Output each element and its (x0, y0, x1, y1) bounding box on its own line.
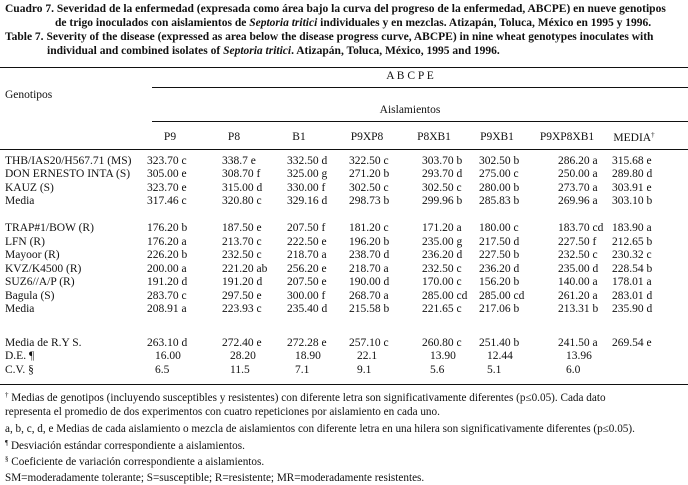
row-label: THB/IAS20/H567.71 (MS) (5, 155, 132, 167)
table-cell: 317.46 c (147, 195, 187, 207)
table-cell: 180.00 c (479, 222, 519, 234)
footnote-text: Medias de genotipos (incluyendo susceptibles y resistentes) con diferente letra son significativamente diferentes (p≤0.05). Cada dato (8, 392, 606, 404)
table-cell: 207.50 e (287, 276, 327, 288)
table-cell: 323.70 e (147, 182, 187, 194)
column-header-label: P8 (227, 131, 241, 143)
table-cell: 187.50 e (222, 222, 262, 234)
table-cell: 226.20 b (147, 249, 188, 261)
table-cell: 293.70 d (422, 168, 463, 180)
table-cell: 13.90 (430, 350, 456, 362)
caption-es-line2 (55, 17, 651, 29)
column-header-label: MEDIA (613, 132, 652, 144)
table-cell: 176.20 b (147, 222, 188, 234)
table-cell: 223.93 c (222, 303, 262, 315)
table-cell: 11.5 (230, 364, 250, 376)
table-cell: 183.70 cd (558, 222, 604, 234)
table-cell: 196.20 b (349, 236, 390, 248)
caption-es-line1 (5, 3, 666, 15)
table-cell: 250.00 a (558, 168, 598, 180)
top-rule (0, 67, 688, 68)
column-header (351, 131, 384, 143)
footnote (5, 455, 264, 468)
table-cell: 230.32 c (612, 249, 652, 261)
table-cell: 217.06 b (479, 303, 520, 315)
table-cell: 221.65 c (422, 303, 462, 315)
table-cell: 215.58 b (349, 303, 390, 315)
caption-en-text: Severity of the disease (expressed as area below the disease progress curve, ABCPE) in nine wheat genotypes inoculates with (46, 31, 654, 43)
table-cell: 218.70 a (349, 263, 389, 275)
table-cell: 256.20 e (287, 263, 327, 275)
footnote-mark: ¶ (5, 439, 9, 447)
table-cell: 207.50 f (287, 222, 326, 234)
table-cell: 7.1 (295, 364, 310, 376)
table-cell: 283.70 c (147, 290, 187, 302)
table-cell: 181.20 c (349, 222, 389, 234)
table-cell: 12.44 (487, 350, 513, 362)
species-name: Septoria tritici (223, 45, 292, 57)
table-cell: 227.50 f (558, 236, 597, 248)
subgroup-header: Aislamientos (379, 104, 441, 116)
table-cell: 222.50 e (287, 236, 327, 248)
bottom-rule (0, 384, 688, 385)
table-cell: 269.96 a (558, 195, 598, 207)
table-cell: 235.40 d (287, 303, 328, 315)
table-cell: 212.65 b (612, 236, 653, 248)
table-cell: 289.80 d (612, 168, 653, 180)
row-label: C.V. § (5, 364, 34, 376)
table-cell: 260.80 c (422, 337, 462, 349)
caption-en-text3: . Atizapán, Toluca, México, 1995 and 1996. (291, 45, 500, 57)
table-cell: 191.20 d (147, 276, 188, 288)
row-label: Media (5, 195, 35, 207)
footnote (5, 391, 606, 404)
row-label: Bagula (S) (5, 290, 55, 302)
column-header-label: P9XB1 (480, 131, 514, 143)
row-label: TRAP#1/BOW (R) (5, 222, 94, 234)
table-cell: 235.00 d (558, 263, 599, 275)
row-label: LFN (R) (5, 236, 45, 248)
subgroup-rule (152, 121, 688, 122)
table-cell: 16.00 (155, 350, 181, 362)
caption-es-label: Cuadro 7. (5, 3, 54, 15)
table-cell: 217.50 d (479, 236, 520, 248)
table-cell: 6.0 (566, 364, 581, 376)
column-header (540, 131, 594, 143)
table-cell: 275.00 c (479, 168, 519, 180)
footnote-mark: § (5, 455, 9, 463)
table-cell: 171.20 a (422, 222, 462, 234)
footnote-mark: † (651, 131, 655, 139)
footnote-mark: † (5, 391, 9, 399)
table-cell: 272.40 e (222, 337, 262, 349)
table-cell: 232.50 c (558, 249, 598, 261)
row-label: Mayoor (R) (5, 249, 60, 261)
footnote (5, 471, 424, 484)
table-cell: 280.00 b (479, 182, 520, 194)
table-cell: 190.00 d (349, 276, 390, 288)
column-header (292, 131, 305, 143)
table-cell: 232.50 c (222, 249, 262, 261)
column-header (164, 131, 176, 143)
table-cell: 176.20 a (147, 236, 187, 248)
header-rule (0, 149, 688, 150)
table-cell: 227.50 b (479, 249, 520, 261)
column-header (228, 131, 240, 143)
table-cell: 257.10 c (349, 337, 389, 349)
column-header (613, 131, 654, 144)
row-label: D.E. ¶ (5, 350, 35, 362)
row-label: KVZ/K4500 (R) (5, 263, 82, 275)
table-cell: 302.50 c (349, 182, 389, 194)
table-cell: 303.70 b (422, 155, 463, 167)
table-cell: 28.20 (230, 350, 256, 362)
footnote-text: Coeficiente de variación correspondiente a aislamientos. (8, 456, 265, 468)
table-cell: 236.20 d (479, 263, 520, 275)
footnote-text: a, b, c, d, e Medias de cada aislamiento o mezcla de aislamientos con diferente letra en una hilera son significativamente diferentes (p≤0.05). (5, 423, 635, 435)
table-cell: 5.1 (487, 364, 502, 376)
table-cell: 232.50 c (422, 263, 462, 275)
footnote (5, 439, 245, 452)
table-cell: 221.20 ab (222, 263, 268, 275)
caption-es-text: Severidad de la enfermedad (expresada como área bajo la curva del progreso de la enfermedad, ABCPE) en nueve genotipos (56, 3, 666, 15)
table-cell: 285.00 cd (479, 290, 525, 302)
column-header-label: B1 (292, 131, 306, 143)
table-cell: 332.50 d (287, 155, 328, 167)
table-cell: 330.00 f (287, 182, 326, 194)
column-header-label: P9XP8 (350, 131, 384, 143)
table-cell: 191.20 d (222, 276, 263, 288)
table-cell: 9.1 (357, 364, 372, 376)
caption-en-line2 (47, 45, 500, 57)
table-cell: 241.50 a (558, 337, 598, 349)
table-cell: 271.20 b (349, 168, 390, 180)
table-cell: 183.90 a (612, 222, 652, 234)
column-header (417, 131, 451, 143)
table-cell: 13.96 (566, 350, 592, 362)
table-cell: 308.70 f (222, 168, 261, 180)
table-cell: 297.50 e (222, 290, 262, 302)
group-header: A B C P E (386, 70, 434, 82)
table-cell: 272.28 e (287, 337, 327, 349)
table-cell: 320.80 c (222, 195, 262, 207)
row-label: Media (5, 303, 35, 315)
table-cell: 140.00 a (558, 276, 598, 288)
row-label: SUZ6//A/P (R) (5, 276, 75, 288)
caption-en-line1 (5, 31, 653, 43)
table-cell: 170.00 c (422, 276, 462, 288)
table-cell: 213.31 b (558, 303, 599, 315)
table-cell: 285.00 cd (422, 290, 468, 302)
table-cell: 302.50 b (479, 155, 520, 167)
table-cell: 6.5 (155, 364, 170, 376)
column-header-label: P9XP8XB1 (539, 131, 595, 143)
table-cell: 213.70 c (222, 236, 262, 248)
caption-es-text3: individuales y en mezclas. Atizapán, Toluca, México en 1995 y 1996. (317, 17, 652, 29)
table-cell: 273.70 a (558, 182, 598, 194)
table-cell: 200.00 a (147, 263, 187, 275)
group-rule (152, 87, 688, 88)
footnote (5, 405, 440, 418)
table-cell: 218.70 a (287, 249, 327, 261)
column-header-label: P8XB1 (417, 131, 451, 143)
row-label: KAUZ (S) (5, 182, 54, 194)
table-cell: 156.20 b (479, 276, 520, 288)
table-cell: 302.50 c (422, 182, 462, 194)
table-cell: 298.73 b (349, 195, 390, 207)
table-cell: 238.70 d (349, 249, 390, 261)
row-label: DON ERNESTO INTA (S) (5, 168, 131, 180)
table-cell: 235.00 g (422, 236, 463, 248)
footnote-text: Desviación estándar correspondiente a aislamientos. (8, 440, 245, 452)
table-cell: 315.00 d (222, 182, 263, 194)
table-cell: 236.20 d (422, 249, 463, 261)
caption-es-text2: de trigo inoculados con aislamientos de (55, 17, 250, 29)
table-cell: 22.1 (357, 350, 378, 362)
table-cell: 325.00 g (287, 168, 328, 180)
table-cell: 261.20 a (558, 290, 598, 302)
table-cell: 268.70 a (349, 290, 389, 302)
table-cell: 322.50 c (349, 155, 389, 167)
table-cell: 303.91 e (612, 182, 652, 194)
footnote-text: SM=moderadamente tolerante; S=susceptible; R=resistente; MR=moderadamente resistentes. (5, 472, 425, 484)
table-cell: 283.01 d (612, 290, 653, 302)
table-cell: 269.54 e (612, 337, 652, 349)
table-cell: 300.00 f (287, 290, 326, 302)
table-cell: 329.16 d (287, 195, 328, 207)
table-cell: 323.70 c (147, 155, 187, 167)
table-cell: 303.10 b (612, 195, 653, 207)
table-cell: 235.90 d (612, 303, 653, 315)
table-cell: 315.68 e (612, 155, 652, 167)
table-cell: 305.00 e (147, 168, 187, 180)
caption-en-text2: individual and combined isolates of (47, 45, 224, 57)
table-cell: 5.6 (430, 364, 445, 376)
column-header-label: P9 (163, 131, 177, 143)
table-cell: 299.96 b (422, 195, 463, 207)
table-cell: 178.01 a (612, 276, 652, 288)
table-cell: 263.10 d (147, 337, 188, 349)
table-cell: 228.54 b (612, 263, 653, 275)
row-header: Genotipos (5, 89, 53, 101)
species-name: Septoria tritici (249, 17, 318, 29)
table-cell: 18.90 (295, 350, 321, 362)
row-label: Media de R.Y S. (5, 337, 82, 349)
caption-en-label: Table 7. (5, 31, 44, 43)
table-cell: 251.40 b (479, 337, 520, 349)
table-cell: 286.20 a (558, 155, 598, 167)
column-header (480, 131, 514, 143)
footnote (5, 422, 635, 435)
table-cell: 208.91 a (147, 303, 187, 315)
footnote-text: representa el promedio de dos experimentos con cuatro repeticiones por aislamiento en cada uno. (5, 406, 440, 418)
table-cell: 285.83 b (479, 195, 520, 207)
table-cell: 338.7 e (222, 155, 256, 167)
